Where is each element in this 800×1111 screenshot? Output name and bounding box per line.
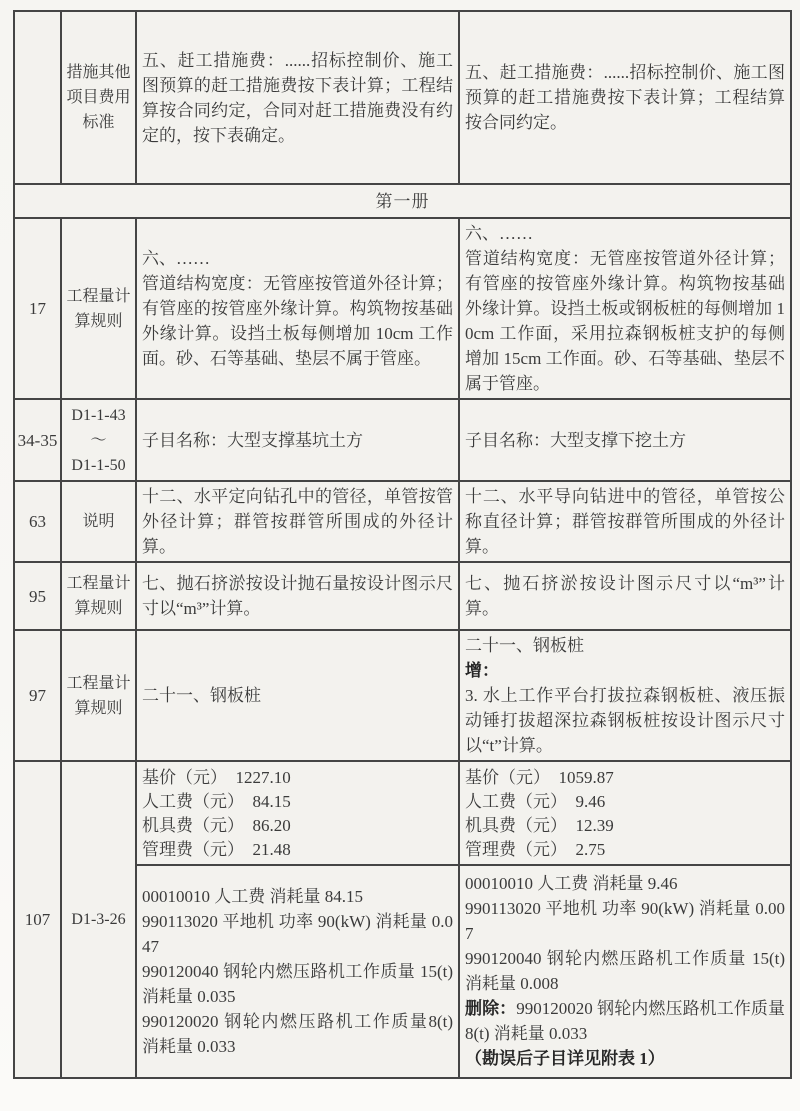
revised-text-cell <box>459 218 791 399</box>
original-text-cell <box>136 218 459 399</box>
consumption-line: 990120040 钢轮内燃压路机工作质量 15(t) 消耗量 0.035 <box>142 961 453 1006</box>
page-number-cell: 17 <box>14 218 61 399</box>
category-cell <box>61 399 136 481</box>
table-row-34-35 <box>14 399 791 481</box>
original-paragraph: 十二、水平定向钻孔中的管径，单管按管外径计算；群管按群管所围成的外径计算。 <box>142 487 453 556</box>
quota-code-line: D1-1-43 <box>71 406 126 424</box>
price-line: 管理费（元） 21.48 <box>142 839 291 859</box>
original-paragraph: 二十一、钢板桩 <box>142 686 261 705</box>
revised-split-cell <box>460 763 790 1076</box>
page-number-cell: 107 <box>14 761 61 1078</box>
page-number-cell: 95 <box>14 562 61 630</box>
revised-paragraph: 七、抛石挤淤按设计图示尺寸以“m³”计算。 <box>465 574 785 618</box>
price-line: 机具费（元） 12.39 <box>465 815 614 835</box>
revised-consumption-block <box>460 866 790 1076</box>
page-number-cell: 34-35 <box>14 399 61 481</box>
quota-code-line: D1-1-50 <box>71 456 126 474</box>
price-line: 基价（元） 1059.87 <box>465 767 614 787</box>
category-cell: 措施其他项目费用标准 <box>61 11 136 184</box>
revised-paragraph: 子目名称：大型支撑下挖土方 <box>465 430 686 450</box>
consumption-line: 990120040 钢轮内燃压路机工作质量 15(t) 消耗量 0.008 <box>465 949 785 993</box>
errata-comparison-table <box>13 10 792 1079</box>
deletion-label: 删除： <box>465 999 517 1018</box>
original-split-cell <box>137 763 458 1076</box>
original-paragraph: 七、抛石挤淤按设计抛石量按设计图示尺寸以“m³”计算。 <box>142 574 453 618</box>
consumption-line: 990113020 平地机 功率 90(kW) 消耗量 0.047 <box>142 911 453 956</box>
category-cell: 工程量计算规则 <box>61 218 136 399</box>
original-text-cell <box>136 481 459 562</box>
consumption-line: 990113020 平地机 功率 90(kW) 消耗量 0.007 <box>465 899 785 943</box>
revised-text-cell <box>459 481 791 562</box>
page-number-cell <box>14 11 61 184</box>
consumption-line: 00010010 人工费 消耗量 9.46 <box>465 874 678 893</box>
revised-paragraph: 3. 水上工作平台打拔拉森钢板桩、液压振动锤打拔超深拉森钢板桩按设计图示尺寸以“t”计算。 <box>465 686 785 755</box>
deletion-line <box>465 996 785 1046</box>
revised-price-block <box>460 763 790 866</box>
original-paragraph: 管道结构宽度：无管座按管道外径计算；有管座的按管座外缘计算。构筑物按基础外缘计算。设挡土板每侧增加 10cm 工作面。砂、石等基础、垫层不属于管座。 <box>142 274 453 368</box>
original-paragraph: 五、赶工措施费：......招标控制价、施工图预算的赶工措施费按下表计算；工程结算按合同约定，合同对赶工措施费没有约定的，按下表确定。 <box>142 50 453 145</box>
original-text-cell <box>136 11 459 184</box>
table-row-97 <box>14 630 791 761</box>
table-row-measures-fee <box>14 11 791 184</box>
errata-note: （勘误后子目详见附表 1） <box>465 1049 665 1068</box>
consumption-line: 00010010 人工费 消耗量 84.15 <box>142 886 363 906</box>
revised-line: 六、…… <box>465 224 533 243</box>
table-row-17 <box>14 218 791 399</box>
price-line: 人工费（元） 84.15 <box>142 791 291 811</box>
original-price-block <box>137 763 458 866</box>
addition-label: 增： <box>465 661 499 680</box>
original-text-cell <box>136 761 459 1078</box>
revised-text-cell <box>459 562 791 630</box>
revised-text-cell <box>459 11 791 184</box>
table-row-95 <box>14 562 791 630</box>
page-number-cell: 63 <box>14 481 61 562</box>
revised-text-cell <box>459 630 791 761</box>
original-text-cell <box>136 399 459 481</box>
category-cell: 工程量计算规则 <box>61 562 136 630</box>
revised-text-cell <box>459 399 791 481</box>
tilde-separator: ～ <box>90 431 107 449</box>
original-consumption-block <box>137 866 458 1076</box>
category-cell: D1-3-26 <box>61 761 136 1078</box>
original-text-cell <box>136 630 459 761</box>
table-row-63 <box>14 481 791 562</box>
original-text-cell <box>136 562 459 630</box>
revised-paragraph: 管道结构宽度：无管座按管道外径计算；有管座的按管座外缘计算。构筑物按基础外缘计算。设挡土板或钢板桩的每侧增加 10cm 工作面，采用拉森钢板桩支护的每侧增加 15cm 工作面。砂、石等基础、垫层不属于管座。 <box>465 249 785 393</box>
consumption-line: 990120020 钢轮内燃压路机工作质量8(t) 消耗量 0.033 <box>142 1011 453 1056</box>
category-cell: 说明 <box>61 481 136 562</box>
deletion-text: 990120020 钢轮内燃压路机工作质量 8(t) 消耗量 0.033 <box>465 999 786 1043</box>
category-cell: 工程量计算规则 <box>61 630 136 761</box>
revised-text-cell <box>459 761 791 1078</box>
original-paragraph: 子目名称：大型支撑基坑土方 <box>142 430 363 450</box>
revised-line: 二十一、钢板桩 <box>465 636 584 655</box>
price-line: 管理费（元） 2.75 <box>465 839 606 859</box>
revised-paragraph: 十二、水平导向钻进中的管径，单管按公称直径计算；群管按群管所围成的外径计算。 <box>465 487 785 556</box>
page-number-cell: 97 <box>14 630 61 761</box>
price-line: 机具费（元） 86.20 <box>142 815 291 835</box>
original-line: 六、…… <box>142 249 210 268</box>
price-line: 人工费（元） 9.46 <box>465 791 606 811</box>
section-title: 第一册 <box>375 191 430 211</box>
table-row-107 <box>14 761 791 1078</box>
revised-paragraph: 五、赶工措施费：......招标控制价、施工图预算的赶工措施费按下表计算；工程结算按合同约定。 <box>465 63 785 132</box>
table-row-section <box>14 184 791 218</box>
section-title-cell <box>14 184 791 218</box>
price-line: 基价（元） 1227.10 <box>142 767 291 787</box>
